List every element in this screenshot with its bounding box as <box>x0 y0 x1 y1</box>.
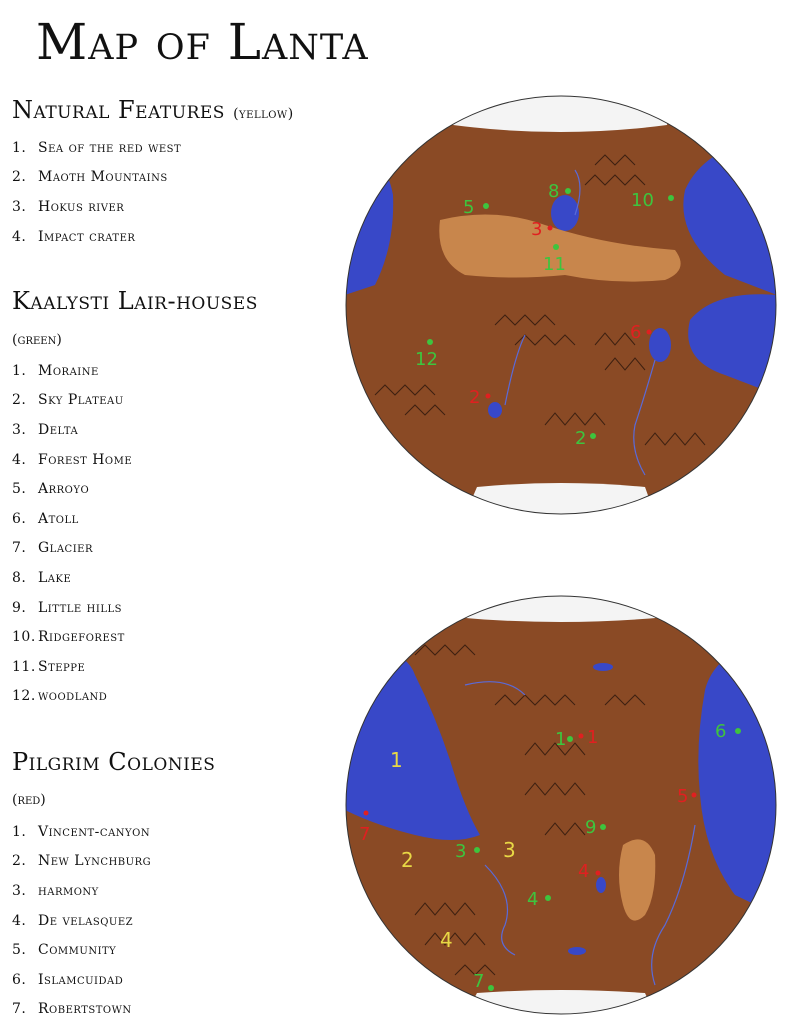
lair-marker-12: 12 <box>415 349 438 370</box>
list-item: 3. Delta <box>12 421 79 438</box>
lair-houses-list <box>12 356 132 711</box>
natural-marker-4: 4 <box>440 928 453 952</box>
lair-houses-color-note: (green) <box>12 332 62 348</box>
list-item: 6. Atoll <box>12 510 79 527</box>
list-item: 9. Little hills <box>12 599 122 616</box>
list-item: 3. harmony <box>12 882 99 899</box>
north-ice-cap <box>445 95 675 132</box>
south-ice-cap <box>465 990 655 1015</box>
globe-map-top <box>345 95 777 515</box>
south-ice-cap <box>465 483 655 515</box>
colony-marker-4: 4 <box>578 861 590 882</box>
list-item: 7. Glacier <box>12 540 93 557</box>
natural-marker-2: 2 <box>401 848 414 872</box>
list-item: 6. Islamcuidad <box>12 971 124 988</box>
list-item: 12. woodland <box>12 688 108 705</box>
lair-marker-11: 11 <box>543 254 566 275</box>
list-item: 2. Maoth Mountains <box>12 169 168 186</box>
list-item: 10. Ridgeforest <box>12 629 125 646</box>
colony-marker-3: 3 <box>531 219 543 240</box>
natural-features-list <box>12 133 181 251</box>
pilgrim-colonies-color-note: (red) <box>12 792 46 808</box>
list-item: 5. Community <box>12 942 117 959</box>
lake-south <box>488 402 502 418</box>
lair-marker-5: 5 <box>463 197 475 218</box>
list-item: 8. Lake <box>12 569 72 586</box>
list-item: 2. New Lynchburg <box>12 853 152 870</box>
lake-center <box>596 877 606 893</box>
north-ice-cap <box>445 595 675 622</box>
lair-marker-8: 8 <box>548 181 560 202</box>
lair-marker-10: 10 <box>631 190 654 211</box>
list-item: 1. Vincent-canyon <box>12 823 151 840</box>
list-item: 4. De velasquez <box>12 912 134 929</box>
natural-features-color-note: (yellow) <box>233 106 294 122</box>
page-title: Map of Lanta <box>36 13 369 71</box>
pilgrim-colonies-list <box>12 817 151 1024</box>
colony-marker-5: 5 <box>677 786 689 807</box>
lake-north <box>593 663 613 671</box>
natural-features-title: Natural Features <box>12 96 225 124</box>
list-item: 5. Arroyo <box>12 481 90 498</box>
lake-south <box>568 947 586 955</box>
lair-marker-1: 1 <box>555 729 567 750</box>
natural-marker-3: 3 <box>503 838 516 862</box>
list-item: 4. Impact crater <box>12 228 136 245</box>
lair-marker-2: 2 <box>575 428 587 449</box>
lake-east <box>649 328 671 362</box>
lair-marker-6: 6 <box>715 721 727 742</box>
pilgrim-colonies-heading: Pilgrim Colonies <box>12 748 216 776</box>
colony-marker-2: 2 <box>469 387 481 408</box>
lair-houses-heading: Kaalysti Lair-houses <box>12 287 258 315</box>
colony-marker-7: 7 <box>359 824 371 845</box>
list-item: 11. Steppe <box>12 658 86 675</box>
list-item: 1. Moraine <box>12 362 99 379</box>
list-item: 4. Forest Home <box>12 451 133 468</box>
lair-marker-7: 7 <box>473 971 485 992</box>
list-item: 1. Sea of the red west <box>12 139 182 156</box>
globe-map-bottom <box>345 595 777 1015</box>
lair-marker-4: 4 <box>527 889 539 910</box>
lair-marker-9: 9 <box>585 817 597 838</box>
list-item: 3. Hokus river <box>12 198 125 215</box>
natural-features-heading <box>12 96 294 124</box>
list-item: 2. Sky Plateau <box>12 392 124 409</box>
colony-marker-6: 6 <box>630 322 642 343</box>
colony-marker-1: 1 <box>587 727 599 748</box>
lair-marker-3: 3 <box>455 841 467 862</box>
list-item: 7. Robertstown <box>12 1001 132 1018</box>
natural-marker-1: 1 <box>390 748 403 772</box>
